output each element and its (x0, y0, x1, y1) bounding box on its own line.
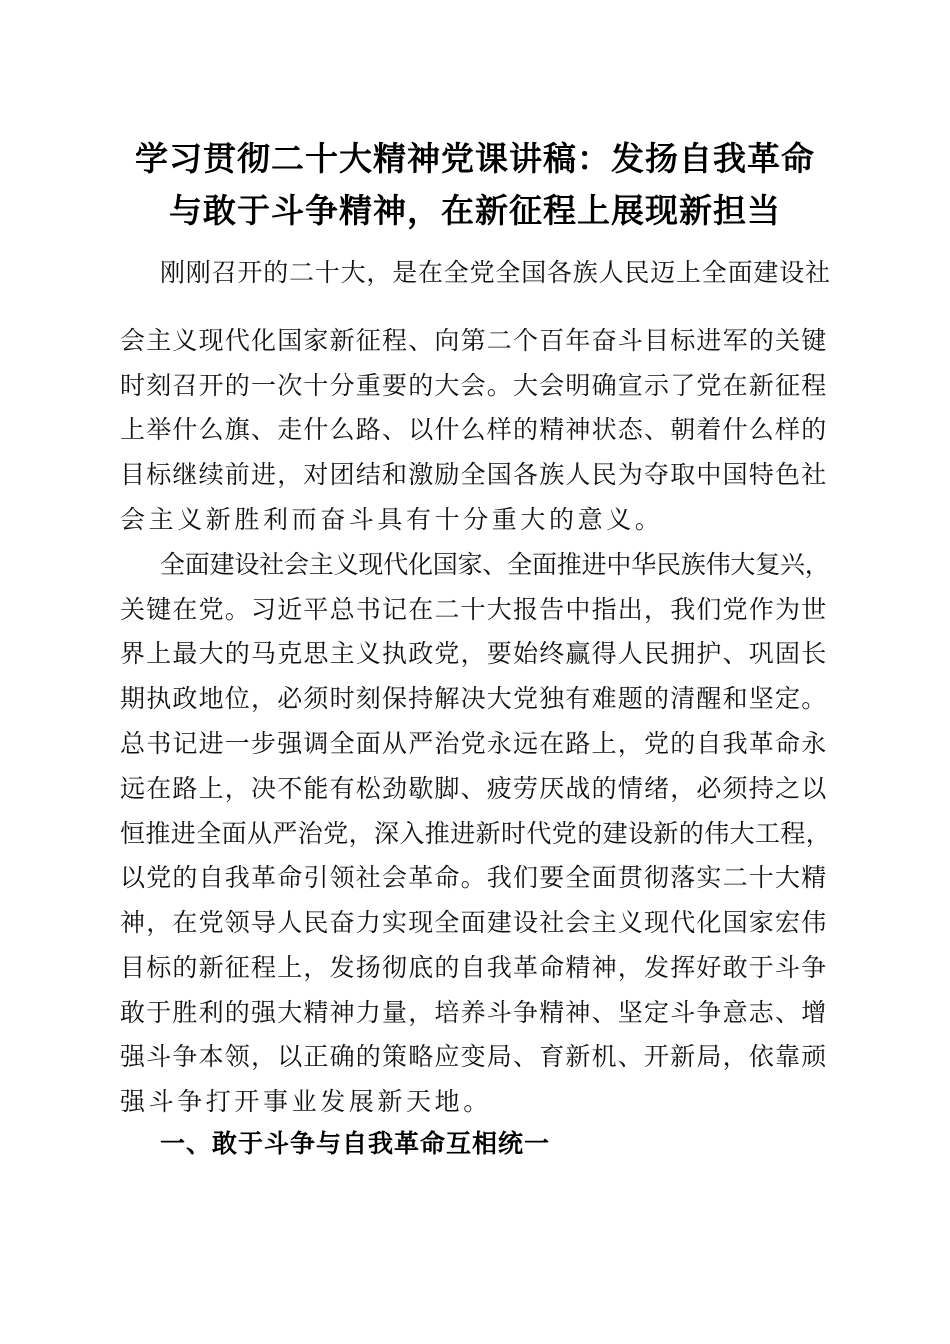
paragraph-2-line: 远在路上，决不能有松劲歇脚、疲劳厌战的情绪，必须持之以 (120, 774, 828, 803)
paragraph-1-line: 刚刚召开的二十大，是在全党全国各族人民迈上全面建设社 (160, 258, 831, 287)
paragraph-1-line: 目标继续前进，对团结和激励全国各族人民为夺取中国特色社 (120, 460, 828, 489)
paragraph-2-line: 全面建设社会主义现代化国家、全面推进中华民族伟大复兴， (160, 550, 830, 579)
paragraph-2-line: 期执政地位，必须时刻保持解决大党独有难题的清醒和坚定。 (120, 684, 828, 713)
paragraph-2-line: 强斗争本领，以正确的策略应变局、育新机、开新局，依靠顽 (120, 1042, 828, 1071)
paragraph-1-line: 会主义现代化国家新征程、向第二个百年奋斗目标进军的关键 (120, 326, 828, 355)
paragraph-2-line: 关键在党。习近平总书记在二十大报告中指出，我们党作为世 (120, 595, 828, 624)
paragraph-2-line: 总书记进一步强调全面从严治党永远在路上，党的自我革命永 (120, 729, 828, 758)
section-heading: 一、敢于斗争与自我革命互相统一 (160, 1129, 551, 1158)
document-title-line-2: 与敢于斗争精神，在新征程上展现新担当 (169, 191, 781, 230)
paragraph-1-line: 时刻召开的一次十分重要的大会。大会明确宣示了党在新征程 (120, 371, 828, 400)
paragraph-2-line: 敢于胜利的强大精神力量，培养斗争精神、坚定斗争意志、增 (120, 998, 828, 1027)
document-title-line-1: 学习贯彻二十大精神党课讲稿：发扬自我革命 (135, 139, 815, 178)
paragraph-2-line: 神，在党领导人民奋力实现全面建设社会主义现代化国家宏伟 (120, 908, 828, 937)
paragraph-2-line: 恒推进全面从严治党，深入推进新时代党的建设新的伟大工程， (120, 819, 832, 848)
paragraph-2-line: 以党的自我革命引领社会革命。我们要全面贯彻落实二十大精 (120, 863, 828, 892)
paragraph-2-line: 界上最大的马克思主义执政党，要始终赢得人民拥护、巩固长 (120, 639, 828, 668)
paragraph-2-line: 强斗争打开事业发展新天地。 (120, 1087, 492, 1116)
paragraph-1-line: 上举什么旗、走什么路、以什么样的精神状态、朝着什么样的 (120, 415, 828, 444)
paragraph-2-line: 目标的新征程上，发扬彻底的自我革命精神，发挥好敢于斗争 (120, 953, 828, 982)
paragraph-1-line: 会主义新胜利而奋斗具有十分重大的意义。 (120, 505, 664, 534)
